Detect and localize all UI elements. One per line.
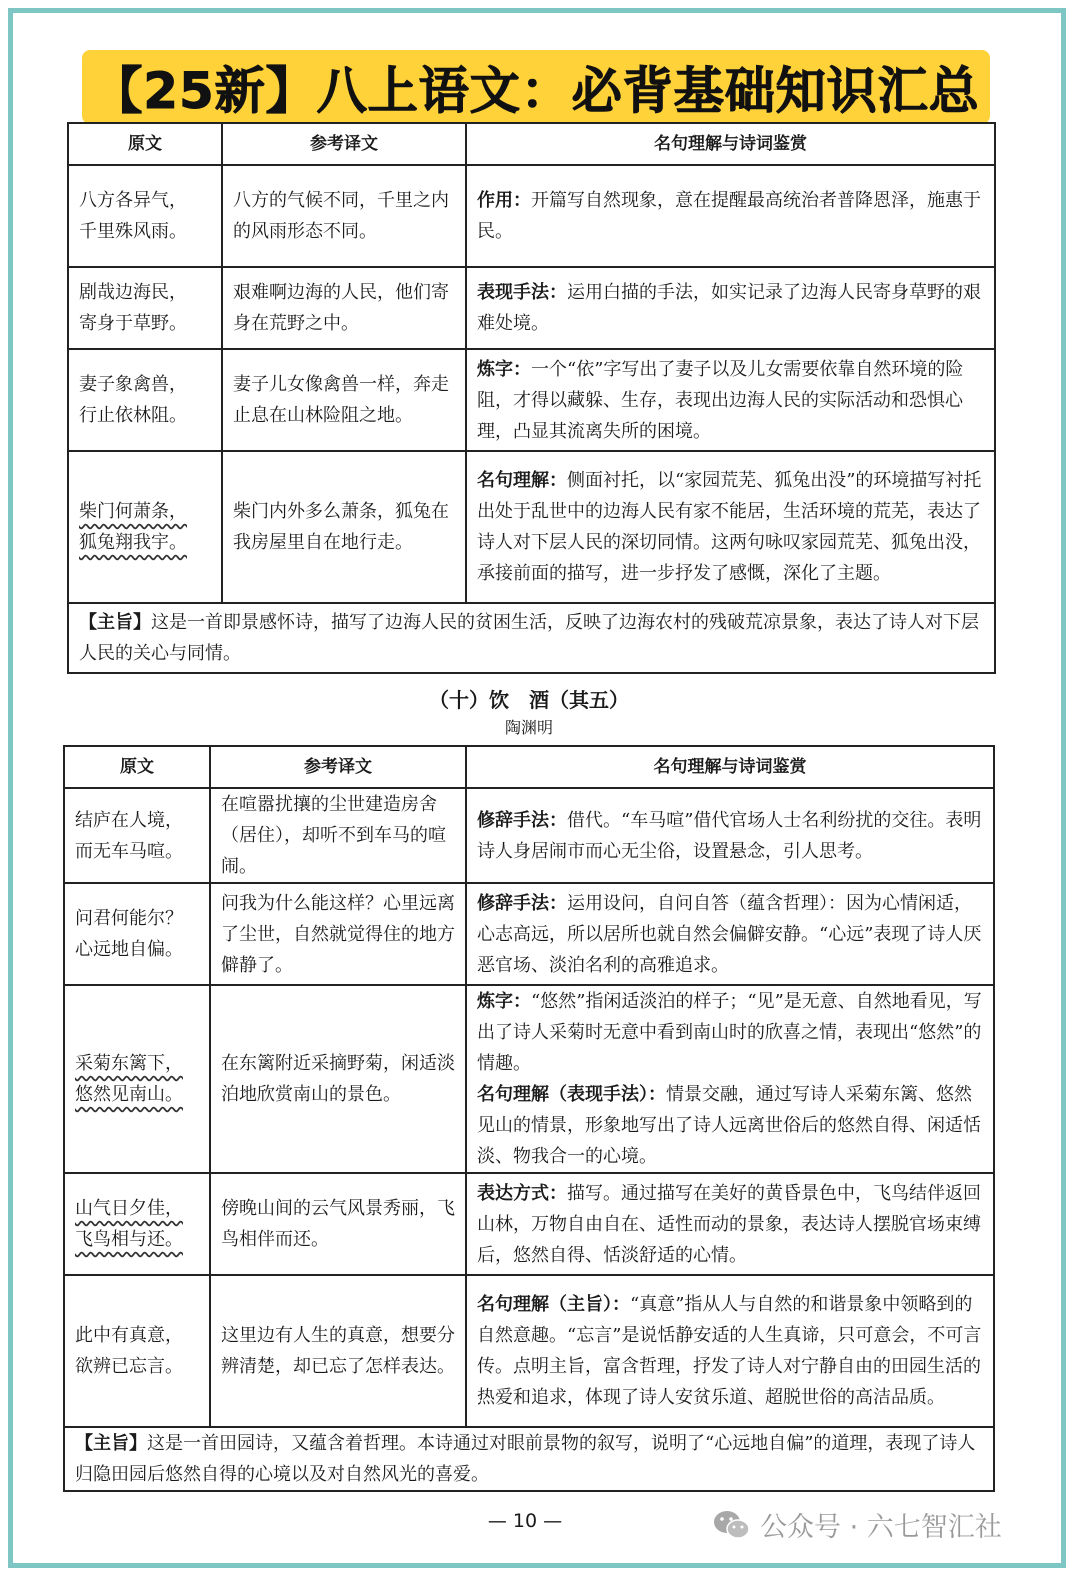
original-cell <box>68 267 222 349</box>
original-line: 结庐在人境， <box>75 809 183 831</box>
original-line: 行止依林阻。 <box>79 405 187 426</box>
translation-cell: 八方的气候不同，千里之内的风雨形态不同。 <box>222 165 466 267</box>
wechat-icon <box>712 1508 752 1542</box>
original-line: 此中有真意， <box>75 1325 183 1346</box>
original-line: 问君何能尔？ <box>75 908 183 929</box>
page-title: 【25新】八上语文：必背基础知识汇总 <box>92 62 980 120</box>
original-cell <box>64 788 210 883</box>
theme-text: 这是一首即景感怀诗，描写了边海人民的贫困生活，反映了边海农村的残破荒凉景象，表达了诗人对下层人民的关心与同情。 <box>79 612 979 664</box>
appreciation-cell <box>466 788 994 883</box>
appreciation-label: 修辞手法： <box>477 809 567 831</box>
original-line: 柴门何萧条， <box>79 501 187 522</box>
original-cell <box>64 883 210 985</box>
appreciation-text: 运用白描的手法，如实记录了边海人民寄身草野的艰难处境。 <box>477 282 981 334</box>
appreciation-label: 炼字： <box>477 358 531 380</box>
table-row <box>64 1173 994 1275</box>
appreciation-cell <box>466 1173 994 1275</box>
original-line: 妻子象禽兽， <box>79 374 187 395</box>
original-line: 欲辨已忘言。 <box>75 1356 183 1377</box>
appreciation-text: 开篇写自然现象，意在提醒最高统治者普降恩泽，施惠于民。 <box>477 190 981 242</box>
appreciation-text: 一个“依”字写出了妻子以及儿女需要依靠自然环境的险阻，才得以藏躲、生存，表现出边海人民的实际活动和恐惧心理，凸显其流离失所的困境。 <box>477 358 964 442</box>
table-row <box>64 985 994 1173</box>
original-line: 悠然见南山。 <box>75 1084 183 1105</box>
poem-author: 陶渊明 <box>504 718 553 737</box>
original-cell <box>68 165 222 267</box>
original-cell <box>68 349 222 451</box>
appreciation-text: “真意”指从人与自然的和谐景象中领略到的自然意趣。“忘言”是说恬静安适的人生真谛，只可意会，不可言传。点明主旨，富含哲理，抒发了诗人对宁静自由的田园生活的热爱和追求，体现了诗人安贫乐道、超脱世俗的高洁品质。 <box>477 1294 982 1408</box>
translation-cell: 这里边有人生的真意，想要分辨清楚，却已忘了怎样表达。 <box>210 1275 466 1427</box>
appreciation-label: 名句理解（表现手法）： <box>477 1084 666 1105</box>
appreciation-cell <box>466 349 995 451</box>
translation-cell: 在东篱附近采摘野菊，闲适淡泊地欣赏南山的景色。 <box>210 985 466 1173</box>
appreciation-cell <box>466 985 994 1173</box>
table-row <box>68 451 995 603</box>
original-line: 狐兔翔我宇。 <box>79 532 187 553</box>
table-header-row <box>64 746 994 788</box>
poem-table-1 <box>67 122 996 674</box>
original-cell <box>64 985 210 1173</box>
translation-cell: 傍晚山间的云气风景秀丽，飞鸟相伴而还。 <box>210 1173 466 1275</box>
appreciation-text: “悠然”指闲适淡泊的样子；“见”是无意、自然地看见，写出了诗人采菊时无意中看到南山时的欣喜之情，表现出“悠然”的情趣。 <box>477 991 982 1074</box>
page-number: — 10 — <box>487 1510 563 1532</box>
theme-row <box>64 1427 994 1491</box>
original-line: 千里殊风雨。 <box>79 221 187 242</box>
appreciation-label: 修辞手法： <box>477 892 567 914</box>
translation-cell: 问我为什么能这样？心里远离了尘世，自然就觉得住的地方僻静了。 <box>210 883 466 985</box>
original-line: 采菊东篱下， <box>75 1053 183 1074</box>
original-line: 剧哉边海民， <box>79 282 187 303</box>
theme-cell <box>68 603 995 673</box>
watermark-text: 公众号 · 六七智汇社 <box>760 1512 1002 1543</box>
translation-cell: 在喧嚣扰攘的尘世建造房舍（居住），却听不到车马的喧闹。 <box>210 788 466 883</box>
original-line: 而无车马喧。 <box>75 840 183 862</box>
appreciation-label: 炼字： <box>477 991 531 1012</box>
appreciation-text: 运用设问，自问自答（蕴含哲理）：因为心情闲适，心志高远，所以居所也就自然会偏僻安静。“心远”表现了诗人厌恶官场、淡泊名利的高雅追求。 <box>477 892 982 976</box>
header-original: 原文 <box>64 746 210 788</box>
translation-cell: 柴门内外多么萧条，狐兔在我房屋里自在地行走。 <box>222 451 466 603</box>
appreciation-text: 侧面衬托，以“家园荒芜、狐兔出没”的环境描写衬托出处于乱世中的边海人民有家不能居，生活环境的荒芜，表达了诗人对下层人民的深切同情。这两句咏叹家园荒芜、狐兔出没，承接前面的描写，进一步抒发了感慨，深化了主题。 <box>477 470 982 584</box>
original-line: 心远地自偏。 <box>75 939 183 960</box>
theme-text: 这是一首田园诗，又蕴含着哲理。本诗通过对眼前景物的叙写，说明了“心远地自偏”的道理，表现了诗人归隐田园后悠然自得的心境以及对自然风光的喜爱。 <box>75 1433 976 1485</box>
appreciation-cell <box>466 267 995 349</box>
translation-cell: 艰难啊边海的人民，他们寄身在荒野之中。 <box>222 267 466 349</box>
appreciation-cell <box>466 1275 994 1427</box>
translation-cell: 妻子儿女像禽兽一样，奔走止息在山林险阻之地。 <box>222 349 466 451</box>
appreciation-text: 情景交融，通过写诗人采菊东篱、悠然见山的情景，形象地写出了诗人远离世俗后的悠然自得、闲适恬淡、物我合一的心境。 <box>477 1084 981 1167</box>
header-translation: 参考译文 <box>222 123 466 165</box>
header-appreciation: 名句理解与诗词鉴赏 <box>466 746 994 788</box>
watermark <box>712 1505 1002 1544</box>
table-row <box>64 883 994 985</box>
original-line: 山气日夕佳， <box>75 1198 183 1219</box>
appreciation-label: 作用： <box>477 190 531 211</box>
table-row <box>64 788 994 883</box>
appreciation-label: 表现手法： <box>477 282 567 303</box>
table-row <box>68 267 995 349</box>
original-cell <box>64 1275 210 1427</box>
appreciation-label: 名句理解： <box>477 470 567 491</box>
header-original: 原文 <box>68 123 222 165</box>
theme-row <box>68 603 995 673</box>
table-row <box>68 165 995 267</box>
appreciation-cell <box>466 451 995 603</box>
header-appreciation: 名句理解与诗词鉴赏 <box>466 123 995 165</box>
original-line: 八方各异气， <box>79 190 187 211</box>
title-banner <box>82 50 990 124</box>
table-row <box>68 349 995 451</box>
table-row <box>64 1275 994 1427</box>
original-line: 寄身于草野。 <box>79 313 187 334</box>
theme-label: 【主旨】 <box>79 612 151 633</box>
table-header-row <box>68 123 995 165</box>
appreciation-text: 借代。“车马喧”借代官场人士名利纷扰的交往。表明诗人身居闹市而心无尘俗，设置悬念，引人思考。 <box>477 809 982 862</box>
original-line: 飞鸟相与还。 <box>75 1229 183 1250</box>
poem-title: （十）饮 酒（其五） <box>429 688 629 712</box>
appreciation-cell <box>466 165 995 267</box>
original-cell <box>64 1173 210 1275</box>
poem-table-2 <box>63 745 995 1492</box>
theme-cell <box>64 1427 994 1491</box>
appreciation-label: 名句理解（主旨）： <box>477 1294 630 1315</box>
appreciation-text: 描写。通过描写在美好的黄昏景色中，飞鸟结伴返回山林，万物自由自在、适性而动的景象，表达诗人摆脱官场束缚后，悠然自得、恬淡舒适的心情。 <box>477 1182 981 1266</box>
header-translation: 参考译文 <box>210 746 466 788</box>
appreciation-cell <box>466 883 994 985</box>
theme-label: 【主旨】 <box>75 1433 147 1454</box>
original-cell <box>68 451 222 603</box>
appreciation-label: 表达方式： <box>477 1182 567 1204</box>
